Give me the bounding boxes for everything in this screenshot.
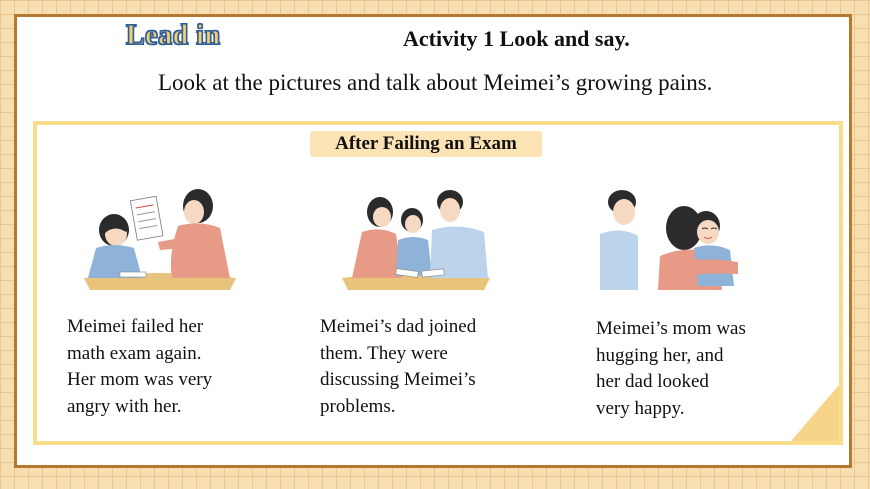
panel-2-caption: Meimei’s dad joined them. They were discussing Meimei’s problems. [320,316,477,417]
panel-2 [338,186,493,292]
lead-in-title: Lead in [126,20,221,51]
panel-1 [80,186,240,292]
family-discussing-at-table-illustration [338,186,493,292]
panel-3 [598,186,748,292]
panel-3-caption: Meimei’s mom was hugging her, and her dad looked very happy. [596,318,746,419]
section-title: After Failing an Exam [310,131,542,157]
instruction-text: Look at the pictures and talk about Meimei’s growing pains. [158,70,713,95]
activity-title: Activity 1 Look and say. [403,26,630,51]
panel-1-caption: Meimei failed her math exam again. Her mom was very angry with her. [67,316,213,417]
mom-scolding-girl-with-test-paper-illustration [80,186,240,292]
page-fold-corner [791,385,839,441]
mom-hugging-girl-dad-smiling-illustration [598,186,748,292]
